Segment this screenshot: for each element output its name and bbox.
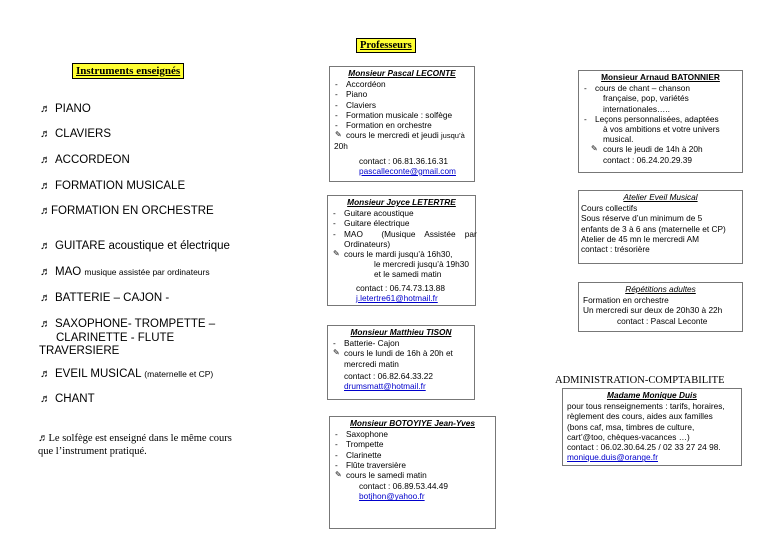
subject-list: - Guitare acoustique - Guitare électrique - MAO (Musique Assistée par: [330, 208, 473, 239]
hand-pointer-icon: ✎: [333, 249, 340, 259]
subject-list: - cours de chant – chanson: [581, 83, 740, 93]
music-note-icon: ♬: [40, 266, 51, 278]
card-title: Atelier Eveil Musical: [623, 192, 698, 202]
instrument-item: ♬ EVEIL MUSICAL (maternelle et CP): [40, 368, 214, 380]
music-note-icon: ♬: [40, 154, 51, 166]
instrument-item: ♬ CLAVIERS: [40, 128, 112, 140]
contact-phone: contact : 06.74.73.13.88: [356, 282, 446, 293]
schedule: ✎ cours le jeudi de 14h à 20h: [591, 144, 703, 155]
music-note-icon: ♬: [40, 240, 51, 252]
instruments-heading: Instruments enseignés: [72, 63, 184, 79]
teacher-name: Monsieur Joyce LETERTRE: [347, 197, 456, 207]
teacher-name: Monsieur Matthieu TISON: [350, 327, 452, 337]
hand-pointer-icon: ✎: [335, 130, 342, 140]
contact-email[interactable]: botjhon@yahoo.fr: [359, 491, 425, 502]
admin-card: Madame Monique Duis pour tous renseignements : tarifs, horaires, règlement des cours, aides aux familles (bons caf, msa, timbres de culture, cart’@too, chèques-vacances …) contact : 06.02.30.64.25 / 02 33 27 24 98. monique.duis@orange.fr: [562, 388, 742, 466]
teacher-name: Monsieur Pascal LECONTE: [348, 68, 456, 78]
instrument-item-continued: TRAVERSIERE: [39, 345, 120, 357]
eveil-musical-card: Atelier Eveil Musical Cours collectifs Sous réserve d’un minimum de 5 enfants de 3 à 6 ans (maternelle et CP) Atelier de 45 mn le mercredi AM contact : trésorière: [578, 190, 743, 264]
admin-heading: ADMINISTRATION-COMPTABILITE: [555, 375, 725, 386]
subject-list: - Saxophone - Trompette - Clarinette - Flûte traversière: [332, 429, 493, 470]
contact-phone: contact : 06.02.30.64.25 / 02 33 27 24 98.: [567, 442, 721, 453]
instrument-item: ♬ MAO musique assistée par ordinateurs: [40, 266, 210, 278]
teacher-card-batonnier: Monsieur Arnaud BATONNIER - cours de chant – chanson française, pop, variétés internationales….. - Leçons personnalisées, adaptées à vos ambitions et votre univers musical. ✎ cours le jeudi de 14h à 20h contact : 06.24.20.29.39: [578, 70, 743, 173]
subject-list: - Batterie- Cajon: [330, 338, 472, 348]
music-note-icon: ♬: [40, 393, 51, 405]
schedule: ✎ cours le mercredi et jeudi jusqu’à: [335, 130, 465, 141]
music-note-icon: ♬: [38, 433, 49, 444]
instrument-item: ♬ GUITARE acoustique et électrique: [40, 240, 230, 252]
contact-phone: contact : 06.81.36.16.31: [359, 155, 449, 166]
schedule: ✎ cours le lundi de 16h à 20h et: [333, 348, 453, 359]
contact-email[interactable]: monique.duis@orange.fr: [567, 452, 658, 463]
card-title: Répétitions adultes: [625, 284, 696, 294]
instrument-item-continued: CLARINETTE - FLUTE: [56, 332, 175, 344]
teacher-name: Monsieur BOTOYIYE Jean-Yves: [350, 418, 475, 428]
music-note-icon: ♬: [40, 368, 51, 380]
contact-email[interactable]: j.letertre61@hotmail.fr: [356, 292, 438, 303]
hand-pointer-icon: ✎: [333, 348, 340, 358]
music-note-icon: ♬: [40, 180, 51, 192]
instrument-item: ♬ PIANO: [40, 103, 91, 115]
music-note-icon: ♬: [40, 292, 51, 304]
instrument-item: ♬ CHANT: [40, 393, 95, 405]
instrument-item: ♬ SAXOPHONE- TROMPETTE –: [40, 318, 216, 330]
instrument-item: ♬ ACCORDEON: [40, 154, 130, 166]
music-note-icon: ♬: [40, 205, 51, 217]
contact-phone: contact : 06.82.64.33.22: [344, 370, 434, 381]
music-note-icon: ♬: [40, 318, 51, 330]
contact-phone: contact : 06.89.53.44.49: [359, 481, 449, 492]
music-note-icon: ♬: [40, 128, 51, 140]
contact-phone: contact : 06.24.20.29.39: [603, 154, 693, 165]
hand-pointer-icon: ✎: [335, 470, 342, 480]
schedule: ✎ cours le samedi matin: [335, 470, 427, 481]
contact-email[interactable]: pascalleconte@gmail.com: [359, 165, 456, 176]
instrument-item: ♬ BATTERIE – CAJON -: [40, 292, 170, 304]
schedule: ✎ cours le mardi jusqu’à 16h30,: [333, 249, 453, 260]
teacher-card-leconte: Monsieur Pascal LECONTE - Accordéon - Piano - Claviers - Formation musicale : solfège - Formation en orchestre ✎ cours le mercredi et jeudi jusqu’à 20h contact : 06.81.36.16.31 pascalleconte@gmail.com: [329, 66, 475, 182]
instrument-item: ♬FORMATION EN ORCHESTRE: [40, 205, 214, 217]
subject-list: - Accordéon - Piano - Claviers - Formation musicale : solfège - Formation en orchestre: [332, 79, 472, 130]
professeurs-heading: Professeurs: [356, 38, 416, 53]
music-note-icon: ♬: [40, 103, 51, 115]
hand-pointer-icon: ✎: [591, 144, 598, 154]
solfege-note: ♬Le solfège est enseigné dans le même cours que l’instrument pratiqué.: [38, 433, 232, 457]
admin-name: Madame Monique Duis: [607, 390, 697, 400]
teacher-card-letertre: Monsieur Joyce LETERTRE - Guitare acoustique - Guitare électrique - MAO (Musique Assistée par Ordinateurs) ✎ cours le mardi jusqu’à 16h30, le mercredi jusqu’à 19h30 et le samedi matin contact : 06.74.73.13.88 j.letertre61@hotmail.fr: [327, 195, 476, 306]
teacher-card-tison: Monsieur Matthieu TISON - Batterie- Cajon ✎ cours le lundi de 16h à 20h et mercredi matin contact : 06.82.64.33.22 drumsmatt@hotmail.fr: [327, 325, 475, 400]
teacher-card-botoyiye: [329, 416, 496, 529]
teacher-name: Monsieur Arnaud BATONNIER: [601, 72, 720, 82]
instrument-item: ♬ FORMATION MUSICALE: [40, 180, 186, 192]
contact-email[interactable]: drumsmatt@hotmail.fr: [344, 381, 426, 392]
repetitions-card: Répétitions adultes Formation en orchestre Un mercredi sur deux de 20h30 à 22h contact : Pascal Leconte: [578, 282, 743, 332]
